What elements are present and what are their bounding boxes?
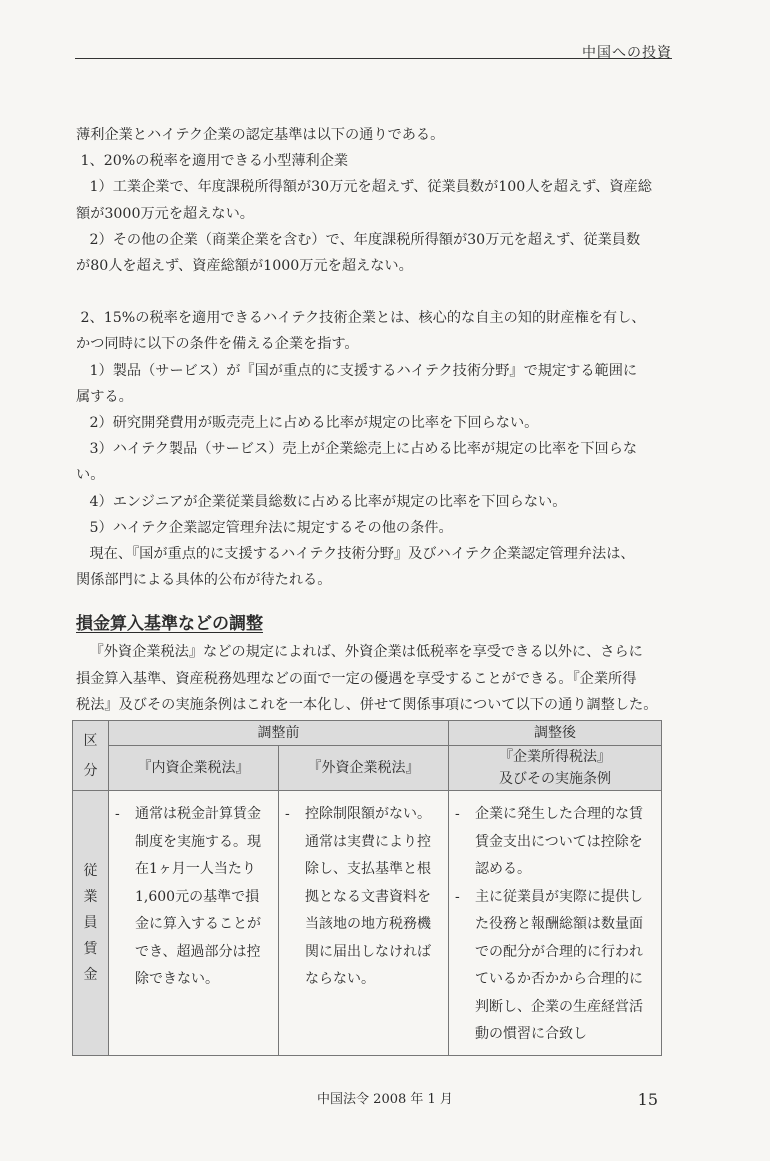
item2-cond2: 2）研究開発費用が販売売上に占める比率が規定の比率を下回らない。	[89, 415, 539, 432]
running-header: 中国への投資	[582, 45, 672, 61]
cell-foreign	[279, 791, 449, 1056]
page-number: 15	[637, 1090, 658, 1109]
adjustment-table	[72, 720, 662, 1056]
list-item: - 主に従業員が実際に提供した役務と報酬総額は数量面での配分が合理的に行われているか否かから合理的に判断し、企業の生産経営活動の慣習に合致し	[455, 888, 643, 1042]
item1-title: 1、20%の税率を適用できる小型薄利企業	[80, 153, 349, 170]
item2-cond3: 3）ハイテク製品（サービス）売上が企業総売上に占める比率が規定の比率を下回らな い。	[76, 441, 638, 484]
item2-cond5: 5）ハイテク企業認定管理弁法に規定するその他の条件。	[89, 519, 453, 536]
header-rule	[75, 58, 672, 59]
header-kubun: 区 分	[73, 721, 109, 791]
cell-domestic	[109, 791, 279, 1056]
footer-publication: 中国法令 2008 年 1 月	[317, 1092, 453, 1107]
item2-title: 2、15%の税率を適用できるハイテク技術企業とは、核心的な自主の知的財産権を有し、 かつ同時に以下の条件を備える企業を指す。	[76, 310, 646, 353]
body-text	[76, 122, 672, 718]
header-foreign-law: 『外資企業税法』	[279, 746, 449, 791]
header-new-law: 『企業所得税法』 及びその実施条例	[449, 746, 662, 791]
list-item: - 企業に発生した合理的な賃賃金支出については控除を認める。	[455, 806, 643, 877]
item1-sub2: 2）その他の企業（商業企業を含む）で、年度課税所得額が30万元を超えず、従業員数 が80人を超えず、資産総額が1000万元を超えない。	[76, 231, 641, 275]
header-domestic-law: 『内資企業税法』	[109, 746, 279, 791]
cell-new	[449, 791, 662, 1056]
header-before: 調整前	[109, 721, 449, 746]
section-heading: 損金算入基準などの調整	[76, 614, 263, 635]
item2-cond1: 1）製品（サービス）が『国が重点的に支援するハイテク技術分野』で規定する範囲に 属する。	[76, 362, 638, 405]
spacer	[76, 279, 672, 305]
item1-sub1: 1）工業企業で、年度課税所得額が30万元を超えず、従業員数が100人を超えず、資産総 額が3000万元を超えない。	[76, 179, 652, 222]
row-label-wages: 従 業 員 賃 金	[73, 791, 109, 1056]
list-item: - 控除制限額がない。通常は実費により控除し、支払基準と根拠となる文書資料を当該地の地方税務機関に届出しなければならない。	[285, 806, 431, 987]
intro-paragraph: 薄利企業とハイテク企業の認定基準は以下の通りである。	[76, 127, 445, 143]
header-after: 調整後	[449, 721, 662, 746]
table-row	[73, 791, 662, 1056]
section-paragraph: 『外資企業税法』などの規定によれば、外資企業は低税率を享受できる以外に、さらに 損金算入基準、資産税務処理などの面で一定の優遇を享受することができる。『企業所得 税法』及びその実施条例はこれを一本化し、併せて関係事項について以下の通り調整した。	[76, 644, 658, 713]
list-item: - 通常は税金計算賃金制度を実施する。現在1ヶ月一人当たり1,600元の基準で損金に算入することができ、超過部分は控除できない。	[115, 806, 261, 987]
item2-cond4: 4）エンジニアが企業従業員総数に占める比率が規定の比率を下回らない。	[89, 493, 567, 510]
item2-note: 現在、『国が重点的に支援するハイテク技術分野』及びハイテク企業認定管理弁法は、 関係部門による具体的公布が待たれる。	[76, 546, 635, 589]
